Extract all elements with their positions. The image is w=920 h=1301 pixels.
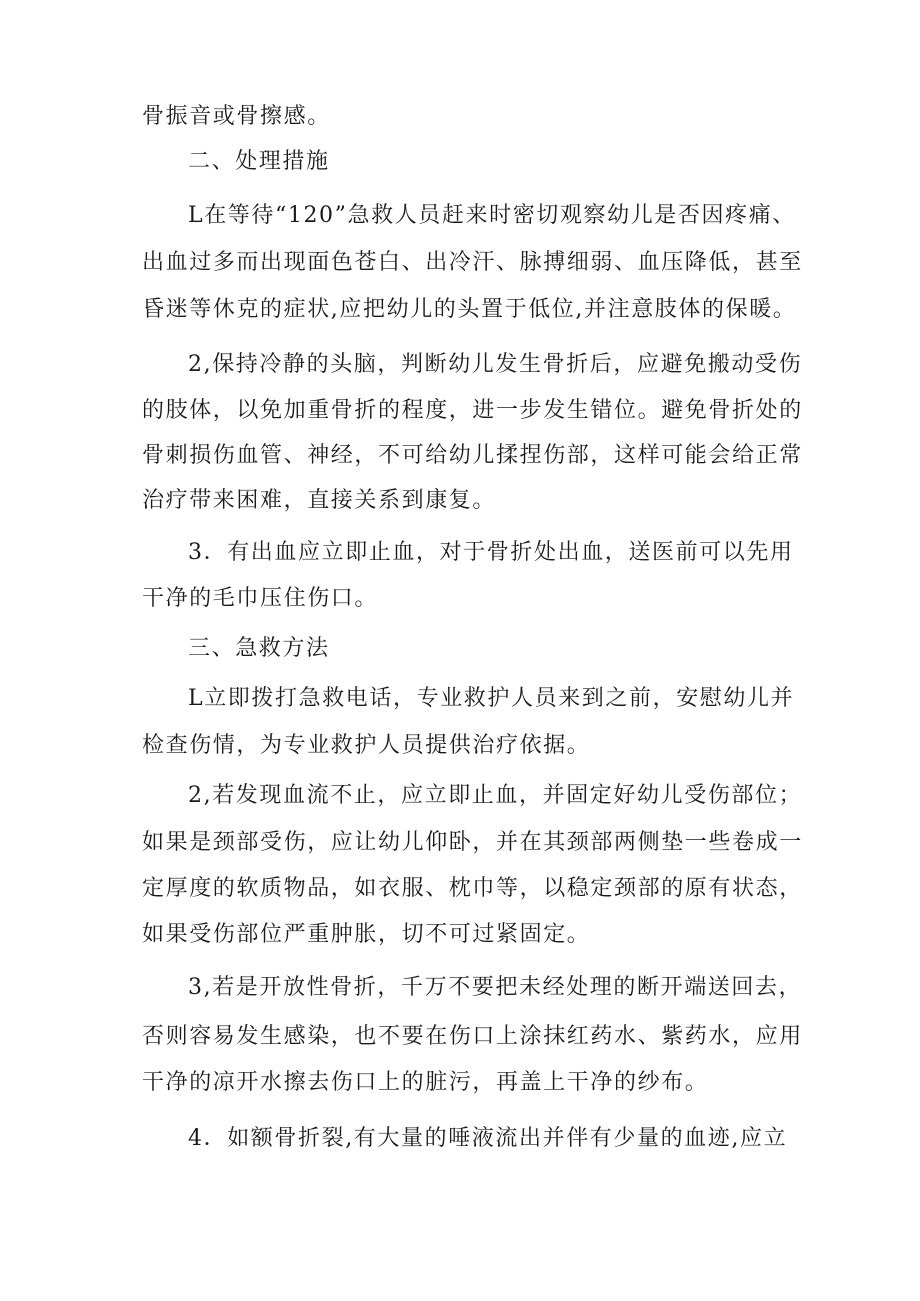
text-line: 检查伤情，为专业救护人员提供治疗依据。 — [142, 733, 591, 758]
text-line: 昏迷等休克的症状,应把幼儿的头置于低位,并注意肢体的保暖。 — [142, 297, 797, 322]
text-line: 的肢体，以免加重骨折的程度，进一步发生错位。避免骨折处的 — [142, 398, 803, 423]
text-line: 出血过多而出现面色苍白、出冷汗、脉搏细弱、血压降低，甚至 — [142, 250, 803, 275]
text-line: 治疗带来困难，直接关系到康复。 — [142, 488, 497, 513]
text-line: 4．如额骨折裂,有大量的唾液流出并伴有少量的血迹,应立 — [188, 1126, 788, 1151]
text-line: 2,保持冷静的头脑，判断幼儿发生骨折后，应避免搬动受伤 — [188, 352, 803, 377]
text-line: 3,若是开放性骨折，千万不要把未经处理的断开端送回去， — [188, 975, 803, 1000]
text-line: L立即拨打急救电话，专业救护人员来到之前，安慰幼儿并 — [188, 686, 795, 711]
section-heading: 三、急救方法 — [188, 636, 330, 661]
section-heading: 二、处理措施 — [188, 149, 330, 174]
text-line: 定厚度的软质物品，如衣服、枕巾等，以稳定颈部的原有状态， — [142, 876, 803, 901]
text-line: 干净的毛巾压住伤口。 — [142, 586, 379, 611]
text-line: L在等待“120”急救人员赶来时密切观察幼儿是否因疼痛、 — [188, 203, 796, 228]
text-line: 干净的凉开水擦去伤口上的脏污，再盖上干净的纱布。 — [142, 1070, 709, 1095]
text-line: 如果是颈部受伤，应让幼儿仰卧，并在其颈部两侧垫一些卷成一 — [142, 830, 803, 855]
text-line: 3．有出血应立即止血，对于骨折处出血，送医前可以先用 — [188, 540, 794, 565]
text-line: 否则容易发生感染，也不要在伤口上涂抹红药水、紫药水，应用 — [142, 1024, 803, 1049]
text-line: 骨刺损伤血管、神经，不可给幼儿揉捏伤部，这样可能会给正常 — [142, 443, 803, 468]
text-line: 如果受伤部位严重肿胀，切不可过紧固定。 — [142, 922, 591, 947]
text-line: 2,若发现血流不止，应立即止血，并固定好幼儿受伤部位； — [188, 783, 803, 808]
text-line: 骨振音或骨擦感。 — [142, 104, 331, 129]
